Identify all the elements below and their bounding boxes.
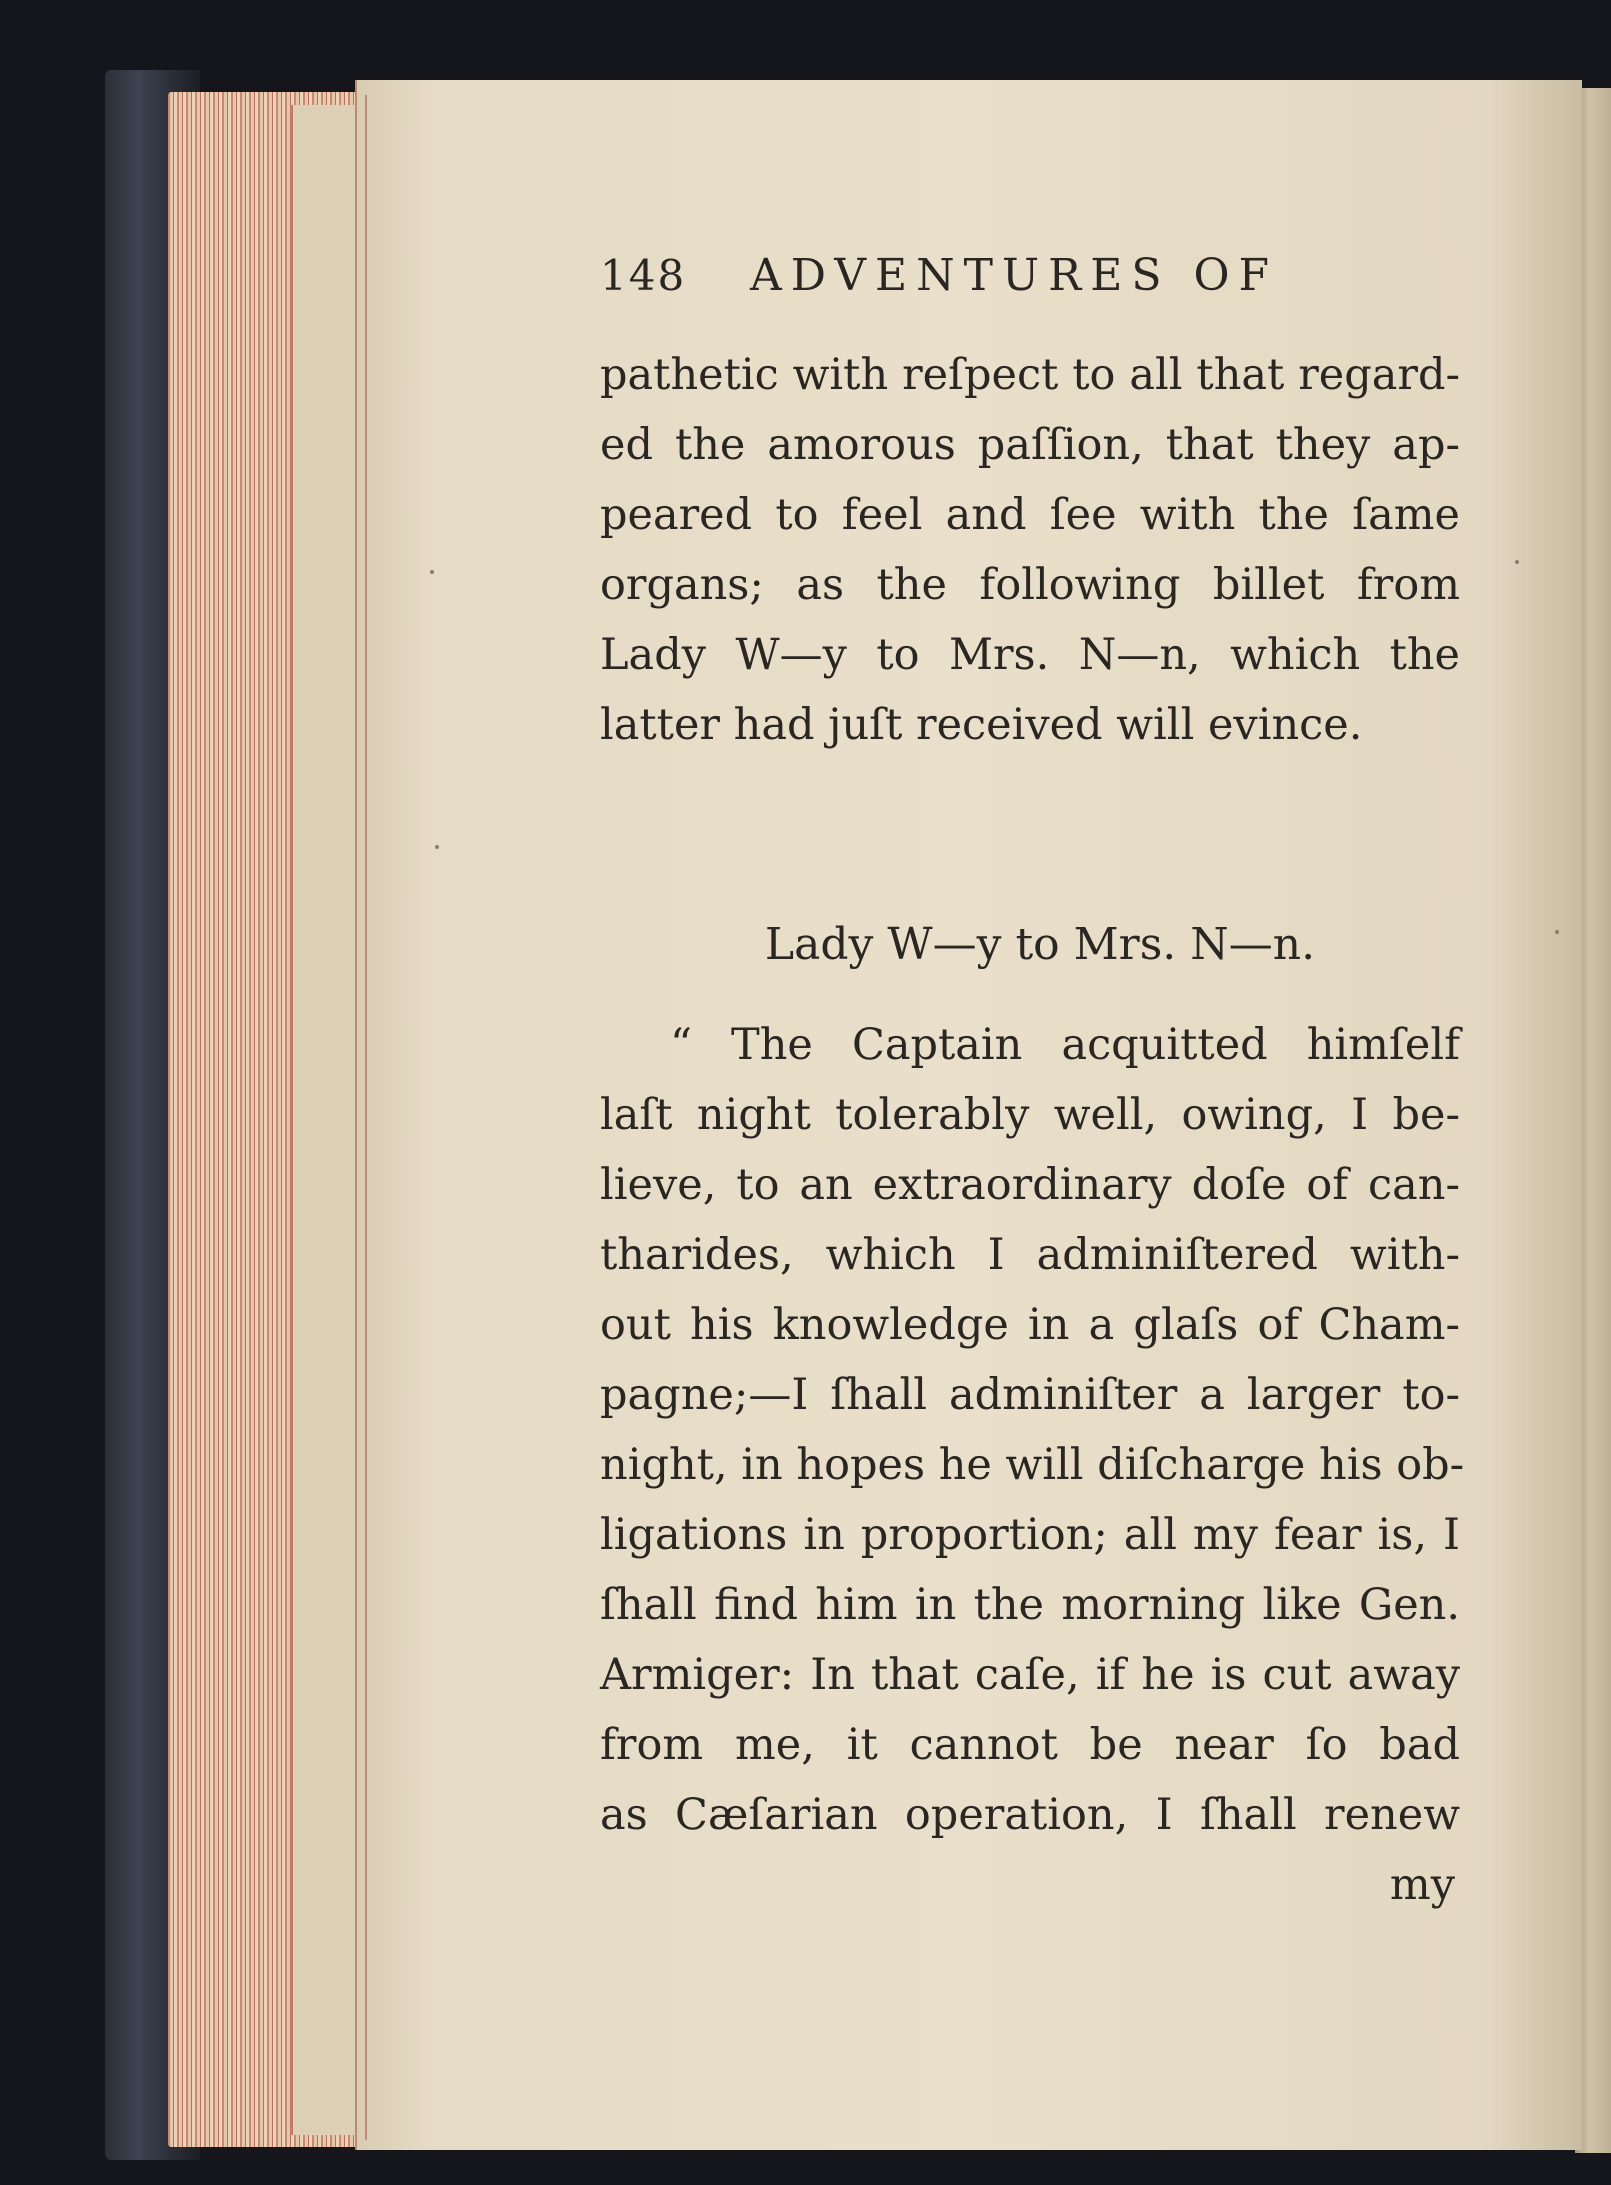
page-text: [600, 250, 1465, 1920]
letter-line: pagne;—I ſhall adminiſter a larger to-: [600, 1370, 1460, 1420]
letter-line: tharides, which I adminiſtered with-: [600, 1230, 1460, 1280]
paper-speck: [435, 845, 439, 849]
letter-line: lieve, to an extraordinary doſe of can-: [600, 1160, 1460, 1210]
running-title: ADVENTURES OF: [750, 250, 1279, 301]
page-number: 148: [600, 251, 687, 300]
body-line: peared to feel and ſee with the ſame: [600, 490, 1460, 540]
paper-speck: [1515, 560, 1519, 564]
letter-line: from me, it cannot be near ſo bad: [600, 1720, 1460, 1770]
letter-line: as Cæſarian operation, I ſhall renew: [600, 1790, 1460, 1840]
paper-speck: [1555, 930, 1559, 934]
letter-line: Armiger: In that caſe, if he is cut away: [600, 1650, 1460, 1700]
letter-line: ſhall find him in the morning like Gen.: [600, 1580, 1460, 1630]
letter-heading: Lady W—y to Mrs. N—n.: [764, 919, 1316, 970]
body-line: Lady W—y to Mrs. N—n, which the: [600, 630, 1460, 680]
body-line: organs; as the following billet from: [600, 560, 1460, 610]
letter-line: laſt night tolerably well, owing, I be-: [600, 1090, 1460, 1140]
paper-speck: [430, 570, 434, 574]
running-head: [600, 250, 1460, 340]
catchword: my: [1389, 1860, 1455, 1910]
body-line: latter had juſt received will evince.: [600, 700, 1363, 750]
letter-line: “ The Captain acquitted himſelf: [670, 1020, 1460, 1070]
letter-line: out his knowledge in a glaſs of Cham-: [600, 1300, 1460, 1350]
page-gutter-rule: [365, 95, 367, 2140]
body-line: ed the amorous paſſion, that they ap-: [600, 420, 1460, 470]
body-line: pathetic with reſpect to all that regard-: [600, 350, 1460, 400]
letter-line: night, in hopes he will diſcharge his ob-: [600, 1440, 1465, 1490]
letter-line: ligations in proportion; all my fear is, I: [600, 1510, 1460, 1560]
